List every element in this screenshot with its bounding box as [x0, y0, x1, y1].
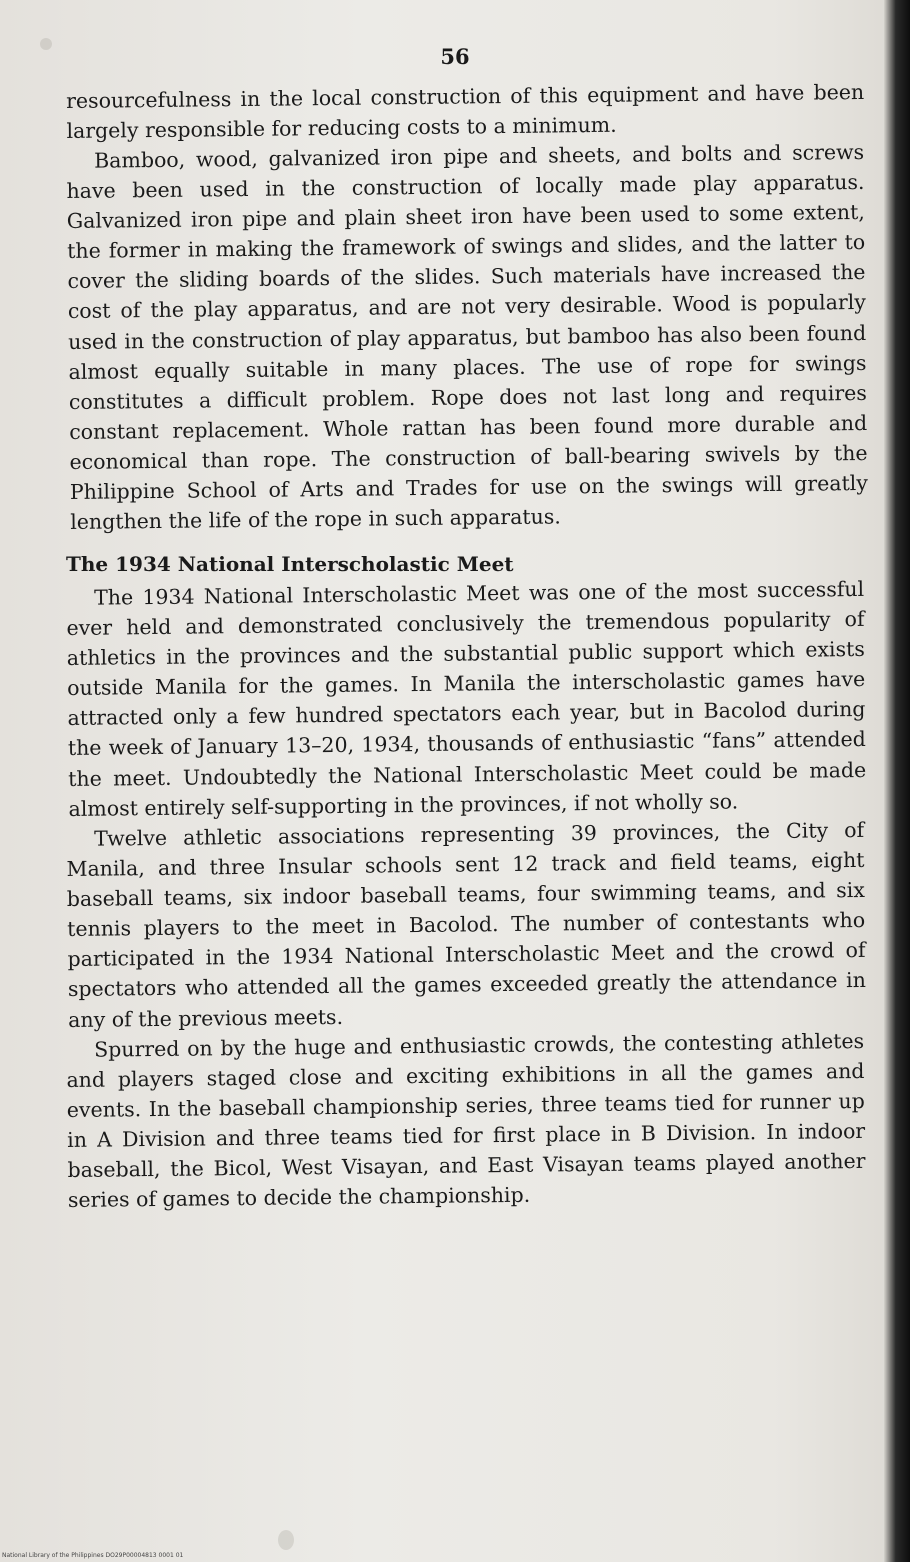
section-heading: The 1934 National Interscholastic Meet — [66, 552, 514, 577]
paragraph-materials: Bamboo, wood, galvanized iron pipe and sheets, and bolts and screws have been used in the construction of locally made play apparatus. Galvanized iron pipe and plain sheet iron have been used to some extent, the former in making the framework of swings and slides, and the latter to cover the sliding boards of the slides. Such materials have increased the cost of the play apparatus, and are not very desirable. Wood is popularly used in the construction of play apparatus, but bamboo has also been found almost equally suitable in many places. The use of rope for swings constitutes a difficult problem. Rope does not last long and requires constant replacement. Whole rattan has been found more durable and economical than rope. The construction of ball-bearing swivels by the Philippine School of Arts and Trades for use on the swings will greatly lengthen the life of the rope in such apparatus. — [66, 140, 869, 535]
paragraph-continued: resourcefulness in the local construction of this equipment and have been largely responsible for reducing costs to a minimum. — [66, 79, 865, 144]
book-spine-shadow — [884, 0, 910, 1562]
body-text — [66, 79, 869, 1215]
page-number: 56 — [440, 44, 470, 69]
page-smudge — [278, 1530, 294, 1550]
footer-caption: National Library of the Philippines DO29P00004813 0001 01 — [2, 1552, 184, 1559]
paragraph-meet-success: The 1934 National Interscholastic Meet was one of the most successful ever held and demonstrated conclusively the tremendous popularity of athletics in the provinces and the substantial public support which exists outside Manila for the games. In Manila the interscholastic games have attracted only a few hundred spectators each year, but in Bacolod during the week of January 13–20, 1934, thousands of enthusiastic “fans” attended the meet. Undoubtedly the National Interscholastic Meet could be made almost entirely self-supporting in the provinces, if not wholly so. — [66, 577, 867, 822]
paragraph-associations: Twelve athletic associations representing 39 provinces, the City of Manila, and three Insular schools sent 12 track and field teams, eight baseball teams, six indoor baseball teams, four swimming teams, and six tennis players to the meet in Bacolod. The number of contestants who participated in the 1934 National Interscholastic Meet and the crowd of spectators who attended all the games exceeded greatly the attendance in any of the previous meets. — [66, 818, 866, 1032]
paragraph-crowds: Spurred on by the huge and enthusiastic crowds, the contesting athletes and players staged close and exciting exhibitions in all the games and events. In the baseball championship series, three teams tied for runner up in A Division and three teams tied for first place in B Division. In indoor baseball, the Bicol, West Visayan, and East Visayan teams played another series of games to decide the championship. — [66, 1028, 866, 1213]
